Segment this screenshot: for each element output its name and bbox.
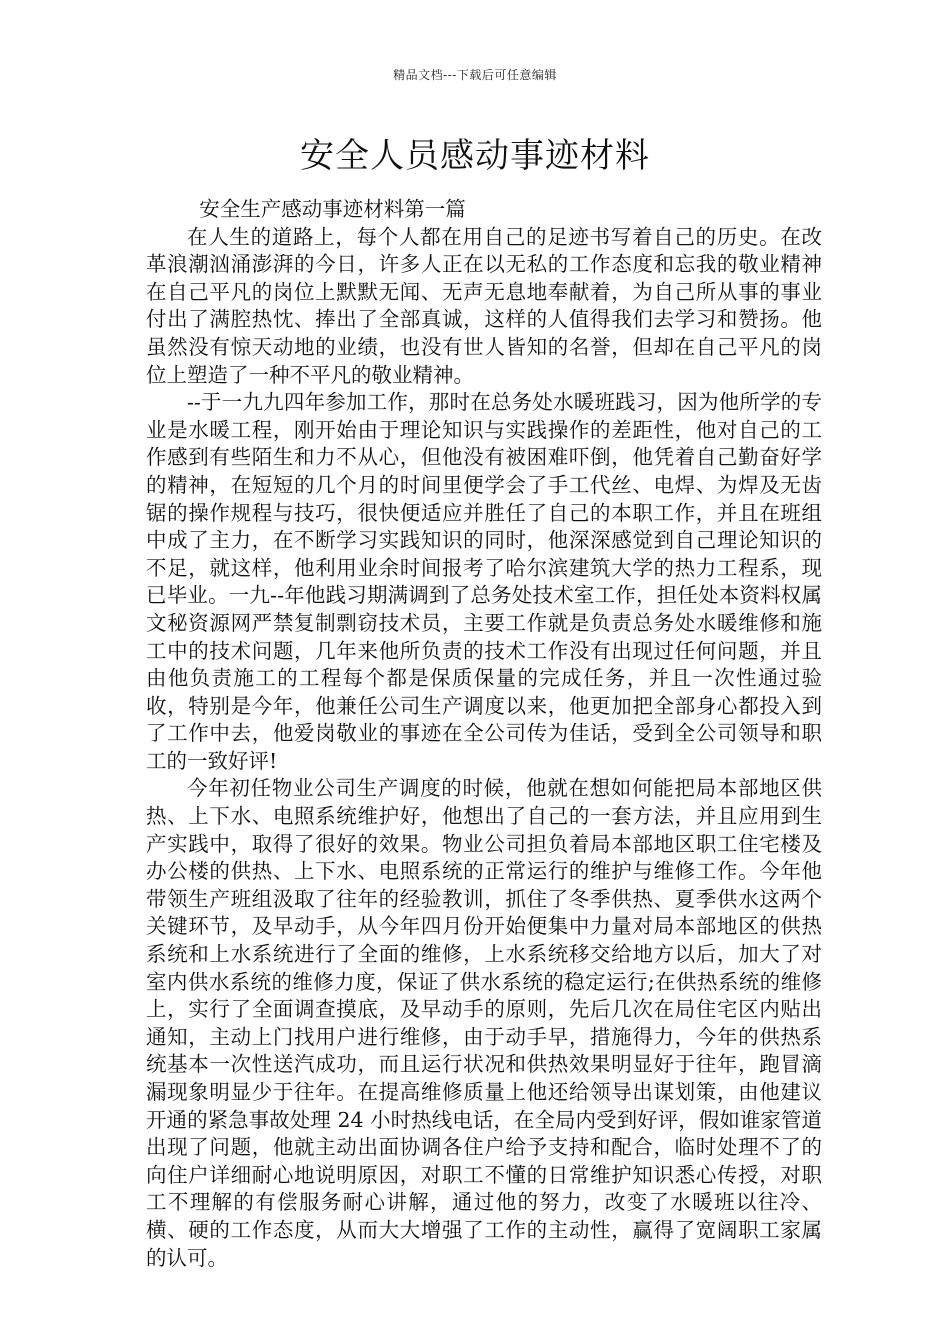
paragraph-3: 今年初任物业公司生产调度的时候，他就在想如何能把局本部地区供热、上下水、电照系统维护好，他想出了自己的一套方法，并且应用到生产实践中，取得了很好的效果。物业公司担负着局本部地区职工住宅楼及办公楼的供热、上下水、电照系统的正常运行的维护与维修工作。今年他带领生产班组汲取了往年的经验教训，抓住了冬季供热、夏季供水这两个关键环节，及早动手，从今年四月份开始便集中力量对局本部地区的供热系统和上水系统进行了全面的维修，上水系统移交给地方以后，加大了对室内供水系统的维修力度，保证了供水系统的稳定运行;在供热系统的维修上，实行了全面调查摸底，及早动手的原则，先后几次在局住宅区内贴出通知，主动上门找用户进行维修，由于动手早，措施得力，今年的供热系统基本一次性送汽成功，而且运行状况和供热效果明显好于往年，跑冒滴漏现象明显少于往年。在提高维修质量上他还给领导出谋划策，由他建议开通的紧急事故处理 24 小时热线电话，在全局内受到好评，假如谁家管道出现了问题，他就主动出面协调各住户给予支持和配合，临时处理不了的向住户详细耐心地说明原因，对职工不懂的日常维护知识悉心传授，对职工不理解的有偿服务耐心讲解，通过他的努力，改变了水暖班以往冷、横、硬的工作态度，从而大大增强了工作的主动性，赢得了宽阔职工家属的认可。 <box>146 776 822 1270</box>
document-body <box>146 196 822 1272</box>
section-heading: 安全生产感动事迹材料第一篇 <box>199 197 466 221</box>
paragraph-2: --于一九九四年参加工作，那时在总务处水暖班践习，因为他所学的专业是水暖工程，刚开始由于理论知识与实践操作的差距性，他对自己的工作感到有些陌生和力不从心，但他没有被困难吓倒，他凭着自己勤奋好学的精神，在短短的几个月的时间里便学会了手工代丝、电焊、为焊及无齿锯的操作规程与技巧，很快便适应并胜任了自己的本职工作，并且在班组中成了主力，在不断学习实践知识的同时，他深深感觉到自己理论知识的不足，就这样，他利用业余时间报考了哈尔滨建筑大学的热力工程系，现已毕业。一九--年他践习期满调到了总务处技术室工作，担任处本资料权属文秘资源网严禁复制剽窃技术员，主要工作就是负责总务处水暖维修和施工中的技术问题，几年来他所负责的技术工作没有出现过任何问题，并且由他负责施工的工程每个都是保质保量的完成任务，并且一次性通过验收，特别是今年，他兼任公司生产调度以来，他更加把全部身心都投入到了工作中去，他爱岗敬业的事迹在全公司传为佳话，受到全公司领导和职工的一致好评! <box>146 390 822 773</box>
header-note: 精品文档---下载后可任意编辑 <box>393 68 557 82</box>
paragraph-1: 在人生的道路上，每个人都在用自己的足迹书写着自己的历史。在改革浪潮汹涌澎湃的今日，许多人正在以无私的工作态度和忘我的敬业精神在自己平凡的岗位上默默无闻、无声无息地奉献着，为自己所从事的事业付出了满腔热忱、捧出了全部真诚，这样的人值得我们去学习和赞扬。他虽然没有惊天动地的业绩，也没有世人皆知的名誉，但却在自己平凡的岗位上塑造了一种不平凡的敬业精神。 <box>146 224 822 387</box>
document-title: 安全人员感动事迹材料 <box>300 136 650 176</box>
